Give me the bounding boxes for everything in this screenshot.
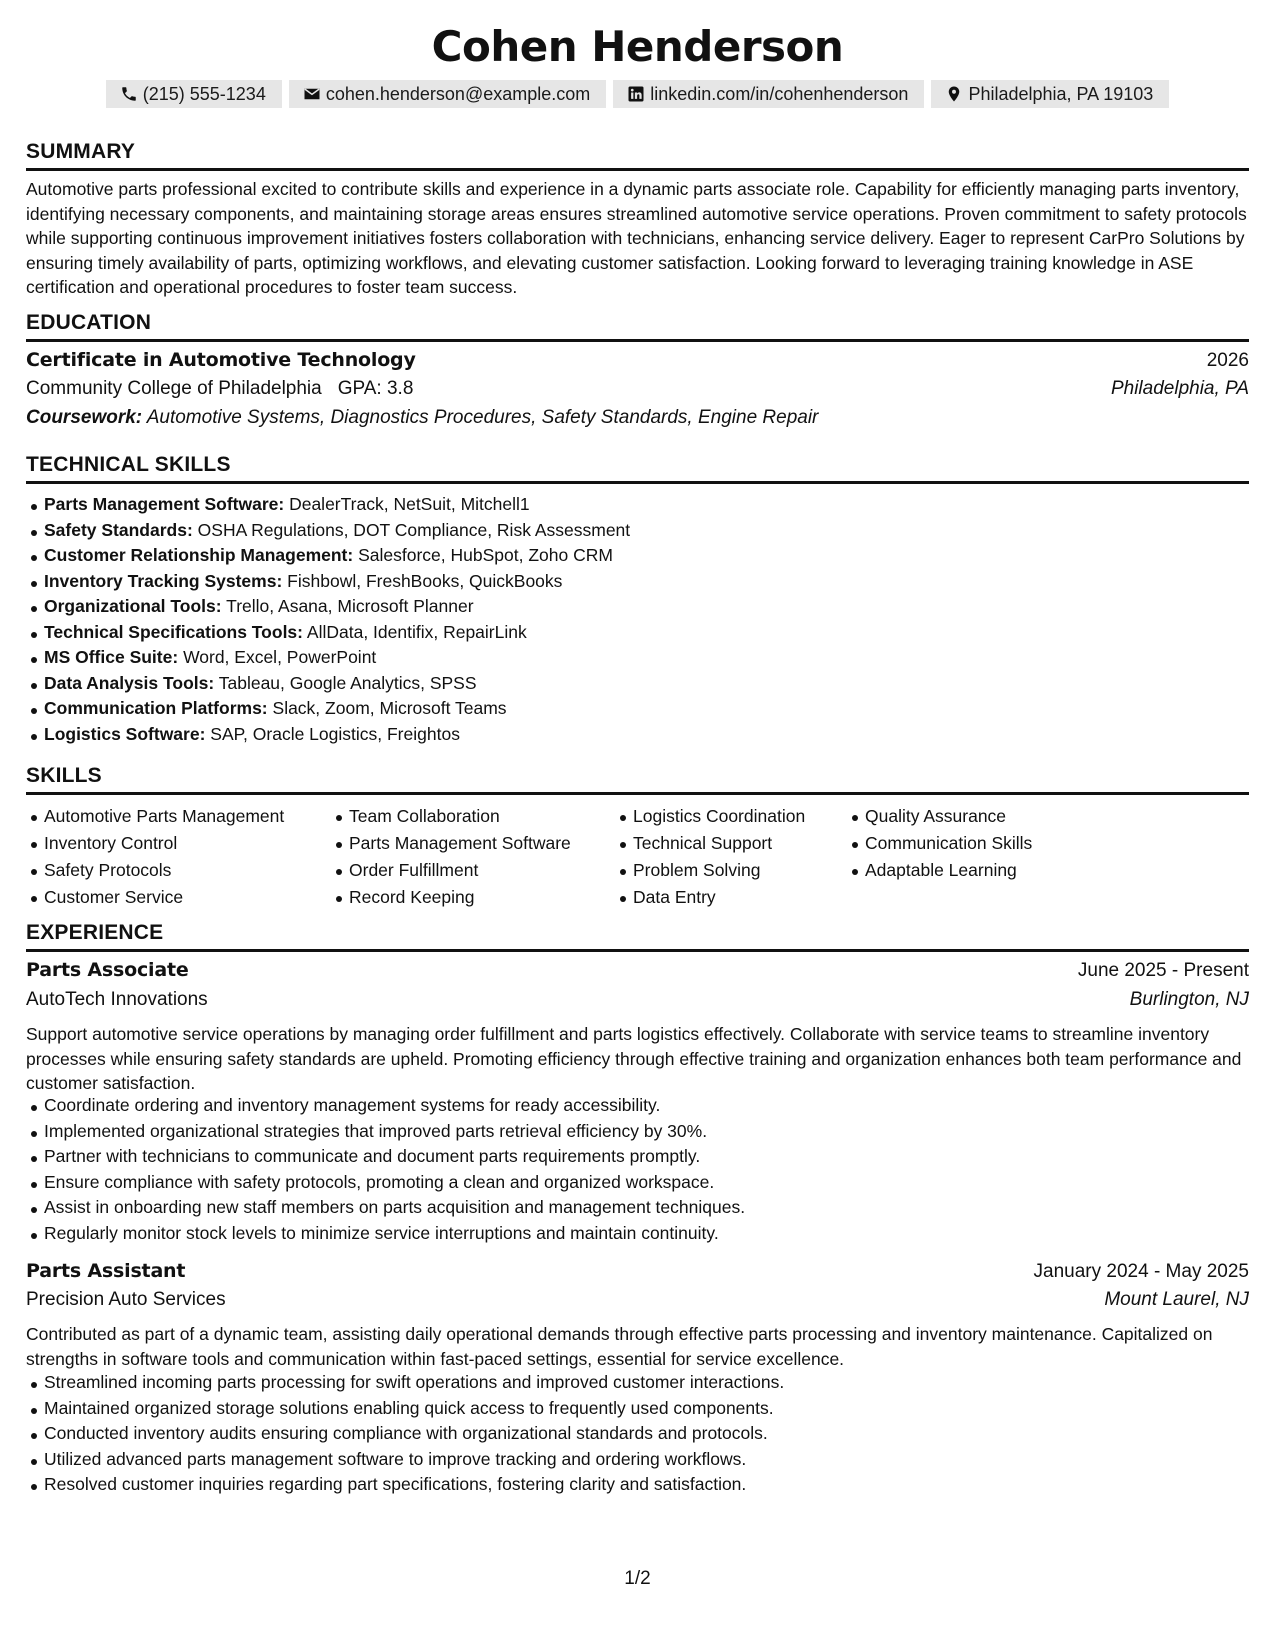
- contact-linkedin-text: linkedin.com/in/cohenhenderson: [650, 84, 909, 104]
- list-item: [44, 543, 1249, 569]
- list-item: Maintained organized storage solutions enabling quick access to frequently used components.: [44, 1396, 1249, 1422]
- list-item: [44, 518, 1249, 544]
- job-company-row: [26, 989, 1249, 1011]
- education-school-row: [26, 378, 1249, 400]
- job-company: AutoTech Innovations: [26, 989, 208, 1010]
- contact-bar: [26, 80, 1249, 108]
- experience-heading: EXPERIENCE: [26, 921, 1249, 952]
- list-item: Safety Protocols: [44, 857, 1249, 884]
- job-role: Parts Assistant: [26, 1260, 186, 1282]
- list-item: [44, 594, 1249, 620]
- job-title-row: [26, 959, 1249, 982]
- list-item: Communication Skills: [865, 830, 1275, 857]
- job-location: Mount Laurel, NJ: [1104, 1289, 1249, 1310]
- degree-year: 2026: [1206, 350, 1249, 371]
- education-heading: EDUCATION: [26, 311, 1249, 342]
- skill-values: OSHA Regulations, DOT Compliance, Risk Assessment: [197, 519, 631, 540]
- list-item: [44, 671, 1249, 697]
- school-name: Community College of Philadelphia: [26, 378, 322, 399]
- contact-email[interactable]: [289, 80, 606, 108]
- list-item: Implemented organizational strategies that improved parts retrieval efficiency by 30%.: [44, 1119, 1249, 1145]
- skill-category: MS Office Suite:: [44, 647, 179, 667]
- job-dates: January 2024 - May 2025: [1033, 1261, 1249, 1282]
- list-item: Parts Management Software: [349, 830, 1275, 857]
- job-dates: June 2025 - Present: [1077, 960, 1249, 981]
- list-item: Automotive Parts Management: [44, 803, 1249, 830]
- education-degree-row: [26, 349, 1249, 372]
- gpa: GPA: 3.8: [337, 378, 414, 399]
- list-item: Coordinate ordering and inventory management systems for ready accessibility.: [44, 1093, 1249, 1119]
- skill-category: Safety Standards:: [44, 519, 193, 540]
- skill-values: SAP, Oracle Logistics, Freightos: [210, 723, 460, 744]
- coursework: [26, 407, 818, 429]
- skill-values: Slack, Zoom, Microsoft Teams: [272, 698, 507, 718]
- list-item: Conducted inventory audits ensuring compliance with organizational standards and protocols.: [44, 1421, 1249, 1447]
- skills-list: [847, 803, 1275, 884]
- list-item: Team Collaboration: [349, 803, 1275, 830]
- list-item: Problem Solving: [633, 857, 1275, 884]
- list-item: Adaptable Learning: [865, 857, 1275, 884]
- linkedin-icon: [627, 85, 645, 103]
- list-item: Record Keeping: [349, 884, 1275, 911]
- job-summary: Contributed as part of a dynamic team, assisting daily operational demands through effective parts processing and inventory maintenance. Capitalized on strengths in software tools and communication within fast-paced settings, essential for service excellence.: [26, 1324, 1213, 1369]
- technical-skills-list: [26, 492, 1249, 747]
- job-role: Parts Associate: [26, 959, 189, 981]
- contact-phone[interactable]: [106, 80, 282, 108]
- skill-values: Tableau, Google Analytics, SPSS: [218, 672, 477, 693]
- job-bullets: [26, 1093, 1249, 1246]
- location-pin-icon: [945, 85, 963, 103]
- job-company: Precision Auto Services: [26, 1289, 226, 1310]
- skill-category: Technical Specifications Tools:: [44, 621, 303, 642]
- phone-icon: [120, 85, 138, 103]
- list-item: Order Fulfillment: [349, 857, 1275, 884]
- skills-column: [847, 803, 1275, 884]
- summary-heading: SUMMARY: [26, 140, 1249, 171]
- job-company-row: [26, 1289, 1249, 1311]
- contact-location-text: Philadelphia, PA 19103: [968, 84, 1154, 104]
- job-title-row: [26, 1260, 1249, 1283]
- skill-category: Parts Management Software:: [44, 494, 285, 514]
- list-item: Customer Service: [44, 884, 1249, 911]
- coursework-list: Automotive Systems, Diagnostics Procedures, Safety Standards, Engine Repair: [146, 407, 819, 428]
- skill-values: Salesforce, HubSpot, Zoho CRM: [358, 545, 613, 565]
- contact-email-text: cohen.henderson@example.com: [325, 84, 591, 104]
- list-item: Utilized advanced parts management software to improve tracking and ordering workflows.: [44, 1447, 1249, 1473]
- list-item: Resolved customer inquiries regarding part specifications, fostering clarity and satisfaction.: [44, 1472, 1249, 1498]
- list-item: [44, 569, 1249, 595]
- school-info: [26, 378, 413, 400]
- skill-category: Communication Platforms:: [44, 698, 268, 718]
- candidate-name: Cohen Henderson: [431, 22, 844, 71]
- list-item: Quality Assurance: [865, 803, 1275, 830]
- coursework-label: Coursework:: [26, 407, 143, 428]
- job-location: Burlington, NJ: [1129, 989, 1249, 1010]
- list-item: Assist in onboarding new staff members on parts acquisition and management techniques.: [44, 1195, 1249, 1221]
- skill-values: DealerTrack, NetSuit, Mitchell1: [289, 494, 530, 514]
- list-item: Data Entry: [633, 884, 1275, 911]
- skill-category: Customer Relationship Management:: [44, 545, 354, 565]
- job-summary: Support automotive service operations by managing order fulfillment and parts logistics effectively. Collaborate with service teams to streamline inventory processes while ensuring safety standards are upheld. Promoting efficiency through effective training and organization enhances both team performance and customer satisfaction.: [26, 1024, 1242, 1093]
- school-location: Philadelphia, PA: [1110, 378, 1249, 399]
- list-item: Logistics Coordination: [633, 803, 1275, 830]
- contact-phone-text: (215) 555-1234: [142, 84, 266, 104]
- contact-location: [931, 80, 1169, 108]
- degree-title: Certificate in Automotive Technology: [26, 349, 416, 371]
- list-item: [44, 696, 1249, 722]
- list-item: Inventory Control: [44, 830, 1249, 857]
- skills-heading: SKILLS: [26, 764, 1249, 795]
- email-icon: [303, 85, 321, 103]
- skill-category: Data Analysis Tools:: [44, 672, 215, 693]
- list-item: Technical Support: [633, 830, 1275, 857]
- skill-values: Fishbowl, FreshBooks, QuickBooks: [287, 570, 563, 591]
- list-item: Regularly monitor stock levels to minimize service interruptions and maintain continuity.: [44, 1221, 1249, 1247]
- list-item: [44, 722, 1249, 748]
- contact-linkedin[interactable]: [613, 80, 924, 108]
- list-item: Streamlined incoming parts processing for swift operations and improved customer interactions.: [44, 1370, 1249, 1396]
- list-item: [44, 620, 1249, 646]
- list-item: [44, 645, 1249, 671]
- technical-skills-heading: TECHNICAL SKILLS: [26, 453, 1249, 484]
- skill-category: Organizational Tools:: [44, 596, 222, 616]
- page-number: 1/2: [624, 1568, 651, 1589]
- summary-text: Automotive parts professional excited to contribute skills and experience in a dynamic parts associate role. Capability for efficiently managing parts inventory, identifying necessary components, and maintaining storage areas ensures streamlined automotive service operations. Proven commitment to safety protocols while supporting continuous improvement initiatives fosters collaboration with technicians, enhancing service delivery. Eager to represent CarPro Solutions by ensuring timely availability of parts, optimizing workflows, and elevating customer satisfaction. Looking forward to leveraging training knowledge in ASE certification and operational procedures to foster team success.: [26, 179, 1247, 297]
- list-item: [44, 492, 1249, 518]
- skill-category: Inventory Tracking Systems:: [44, 570, 283, 591]
- skill-values: Word, Excel, PowerPoint: [183, 647, 377, 667]
- job-bullets: [26, 1370, 1249, 1498]
- skill-values: Trello, Asana, Microsoft Planner: [226, 596, 474, 616]
- list-item: Partner with technicians to communicate and document parts requirements promptly.: [44, 1144, 1249, 1170]
- skill-category: Logistics Software:: [44, 723, 206, 744]
- skill-values: AllData, Identifix, RepairLink: [306, 621, 527, 642]
- list-item: Ensure compliance with safety protocols, promoting a clean and organized workspace.: [44, 1170, 1249, 1196]
